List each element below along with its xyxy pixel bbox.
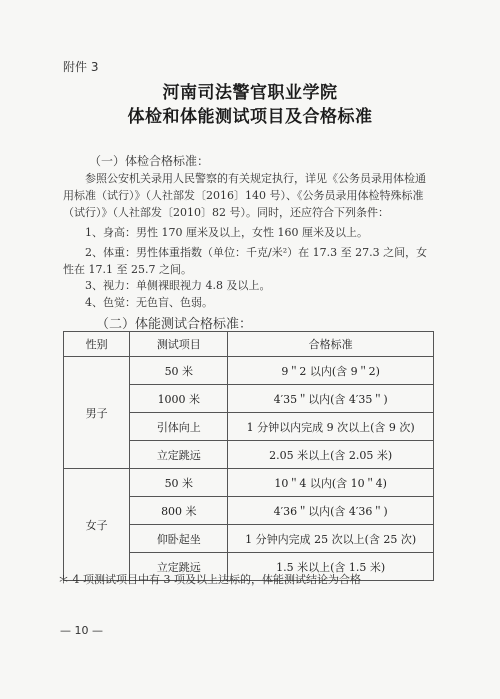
header-standard: 合格标准	[228, 332, 434, 357]
test-item: 仰卧起坐	[130, 525, 228, 553]
requirement-height: 1、身高：男性 170 厘米及以上，女性 160 厘米及以上。	[85, 226, 368, 239]
fitness-standards-table	[63, 331, 434, 581]
test-standard: 9＂2 以内(含 9＂2)	[228, 357, 434, 385]
table-header-row	[64, 332, 434, 357]
test-standard: 1.5 米以上(含 1.5 米)	[228, 553, 434, 581]
test-standard: 10＂4 以内(含 10＂4)	[228, 469, 434, 497]
header-gender: 性别	[64, 332, 130, 357]
test-item: 800 米	[130, 497, 228, 525]
section1-heading: （一）体检合格标准：	[89, 154, 210, 168]
gender-male: 男子	[64, 357, 130, 469]
attachment-label: 附件 3	[63, 60, 99, 74]
section2-heading: （二）体能测试合格标准：	[96, 317, 253, 332]
test-item: 1000 米	[130, 385, 228, 413]
test-standard: 2.05 米以上(含 2.05 米)	[228, 441, 434, 469]
document-title-line1: 河南司法警官职业学院	[162, 83, 338, 103]
table-row	[64, 357, 434, 385]
test-item: 50 米	[130, 357, 228, 385]
table-row	[64, 469, 434, 497]
document-title-line2: 体检和体能测试项目及合格标准	[127, 107, 373, 127]
test-standard: 1 分钟内完成 25 次以上(含 25 次)	[228, 525, 434, 553]
test-item: 立定跳远	[130, 553, 228, 581]
requirement-weight: 2、体重：男性体重指数（单位：千克/米²）在 17.3 至 27.3 之间，女性在 17.1 至 25.7 之间。	[63, 246, 428, 276]
test-item: 引体向上	[130, 413, 228, 441]
test-item: 50 米	[130, 469, 228, 497]
test-standard: 1 分钟以内完成 9 次以上(含 9 次)	[228, 413, 434, 441]
header-test-item: 测试项目	[130, 332, 228, 357]
gender-female: 女子	[64, 469, 130, 581]
page-number: — 10 —	[60, 624, 103, 637]
test-standard: 4′36＂以内(含 4′36＂)	[228, 497, 434, 525]
footnote: ＊ 4 项测试项目中有 3 项及以上达标的，体能测试结论为合格	[58, 573, 361, 586]
requirement-color: 4、色觉：无色盲、色弱。	[85, 296, 213, 309]
requirement-vision: 3、视力：单侧裸眼视力 4.8 及以上。	[85, 279, 271, 292]
test-item: 立定跳远	[130, 441, 228, 469]
test-standard: 4′35＂以内(含 4′35＂)	[228, 385, 434, 413]
section1-intro: 参照公安机关录用人民警察的有关规定执行，详见《公务员录用体检通用标准（试行）》（人社部发〔2016〕140 号）、《公务员录用体检特殊标准（试行）》（人社部发〔2010〕82 号）。同时，还应符合下列条件：	[63, 172, 426, 219]
